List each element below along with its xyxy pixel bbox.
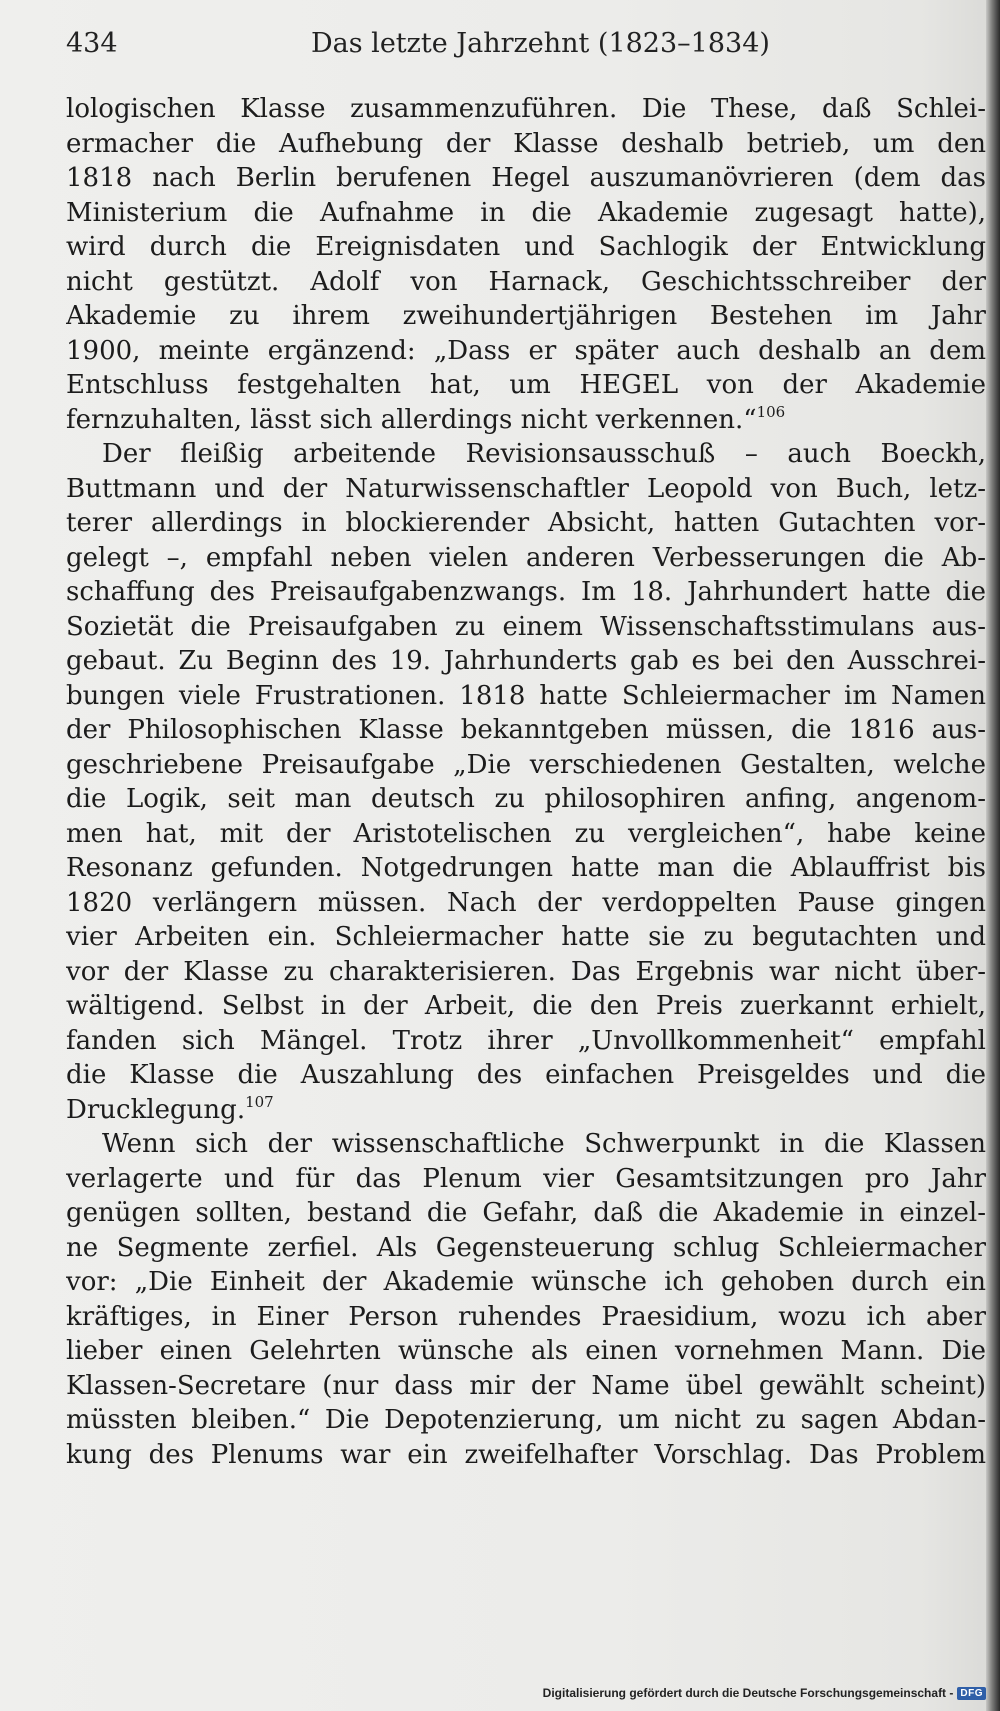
text-line: 1820 verlängern müssen. Nach der verdoppelten Pause gingen bbox=[66, 887, 986, 918]
text-line: verlagerte und für das Plenum vier Gesamtsitzungen pro Jahr bbox=[66, 1163, 986, 1194]
text-line: lologischen Klasse zusammenzuführen. Die These, daß Schlei- bbox=[66, 94, 986, 124]
text-line: wird durch die Ereignisdaten und Sachlogik der Entwicklung bbox=[66, 232, 986, 262]
text-line: ermacher die Aufhebung der Klasse deshalb betrieb, um den bbox=[66, 128, 986, 159]
text-line: 1900, meinte ergänzend: „Dass er später auch deshalb an dem bbox=[66, 335, 986, 366]
text-line: vor der Klasse zu charakterisieren. Das Ergebnis war nicht über- bbox=[66, 956, 986, 987]
text-line-content: Drucklegung. bbox=[66, 1094, 246, 1125]
footnote-ref-107: 107 bbox=[245, 1092, 274, 1111]
text-line: gelegt –, empfahl neben vielen anderen Verbesserungen die Ab- bbox=[66, 542, 986, 573]
text-line: Sozietät die Preisaufgaben zu einem Wissenschaftsstimulans aus- bbox=[66, 611, 986, 642]
text-line: vier Arbeiten ein. Schleiermacher hatte sie zu begutachten und bbox=[66, 922, 986, 952]
text-line: vor: „Die Einheit der Akademie wünsche ich gehoben durch ein bbox=[66, 1267, 986, 1297]
digitization-credit bbox=[543, 1684, 986, 1702]
text-line: schaffung des Preisaufgabenzwangs. Im 18. Jahrhundert hatte die bbox=[66, 577, 986, 607]
text-line: gebaut. Zu Beginn des 19. Jahrhunderts gab es bei den Ausschrei- bbox=[66, 646, 986, 676]
running-title: Das letzte Jahrzehnt (1823–1834) bbox=[311, 28, 770, 59]
text-line: der Philosophischen Klasse bekanntgeben müssen, die 1816 aus- bbox=[66, 715, 986, 745]
text-line: lieber einen Gelehrten wünsche als einen vornehmen Mann. Die bbox=[66, 1336, 986, 1366]
text-line-with-footnote bbox=[66, 403, 986, 438]
text-line: ne Segmente zerfiel. Als Gegensteuerung schlug Schleiermacher bbox=[66, 1232, 986, 1263]
text-line: Buttmann und der Naturwissenschaftler Leopold von Buch, letz- bbox=[66, 473, 986, 504]
page-number: 434 bbox=[66, 28, 118, 59]
credit-text: Digitalisierung gefördert durch die Deutsche Forschungsgemeinschaft - bbox=[542, 1686, 954, 1700]
dfg-logo: DFG bbox=[957, 1687, 986, 1700]
text-line: Resonanz gefunden. Notgedrungen hatte man die Ablauffrist bis bbox=[66, 853, 986, 883]
running-head bbox=[66, 28, 770, 68]
text-line-with-footnote bbox=[66, 1093, 986, 1128]
text-line: kung des Plenums war ein zweifelhafter Vorschlag. Das Problem bbox=[66, 1439, 986, 1470]
body-text bbox=[66, 92, 986, 1472]
text-line: Der fleißig arbeitende Revisionsausschuß – auch Boeckh, bbox=[102, 439, 986, 469]
text-line: men hat, mit der Aristotelischen zu vergleichen“, habe keine bbox=[66, 818, 986, 849]
text-line: Wenn sich der wissenschaftliche Schwerpunkt in die Klassen bbox=[102, 1129, 986, 1159]
text-line: wältigend. Selbst in der Arbeit, die den Preis zuerkannt erhielt, bbox=[66, 991, 986, 1021]
text-line: kräftiges, in Einer Person ruhendes Praesidium, wozu ich aber bbox=[66, 1301, 986, 1332]
footnote-ref-106: 106 bbox=[756, 402, 786, 421]
text-line: Klassen-Secretare (nur dass mir der Name übel gewählt scheint) bbox=[66, 1370, 986, 1401]
text-line: die Klasse die Auszahlung des einfachen Preisgeldes und die bbox=[66, 1060, 986, 1090]
text-line: geschriebene Preisaufgabe „Die verschiedenen Gestalten, welche bbox=[66, 749, 986, 780]
text-line: fanden sich Mängel. Trotz ihrer „Unvollkommenheit“ empfahl bbox=[66, 1025, 986, 1056]
text-line: die Logik, seit man deutsch zu philosophiren anfing, angenom- bbox=[66, 784, 986, 814]
text-line: Entschluss festgehalten hat, um HEGEL von der Akademie bbox=[66, 370, 986, 400]
text-line: genügen sollten, bestand die Gefahr, daß die Akademie in einzel- bbox=[66, 1198, 986, 1228]
scan-edge-shadow bbox=[986, 0, 1000, 1711]
text-line: nicht gestützt. Adolf von Harnack, Geschichtsschreiber der bbox=[66, 266, 986, 297]
text-line: Ministerium die Aufnahme in die Akademie zugesagt hatte), bbox=[66, 197, 986, 228]
text-line: Akademie zu ihrem zweihundertjährigen Bestehen im Jahr bbox=[66, 301, 986, 331]
text-line: terer allerdings in blockierender Absicht, hatten Gutachten vor- bbox=[66, 508, 986, 538]
text-line-content: fernzuhalten, lässt sich allerdings nicht verkennen.“ bbox=[66, 404, 757, 435]
text-line: 1818 nach Berlin berufenen Hegel auszumanövrieren (dem das bbox=[66, 163, 986, 193]
text-line: bungen viele Frustrationen. 1818 hatte Schleiermacher im Namen bbox=[66, 680, 986, 711]
text-line: müssten bleiben.“ Die Depotenzierung, um nicht zu sagen Abdan- bbox=[66, 1405, 986, 1435]
